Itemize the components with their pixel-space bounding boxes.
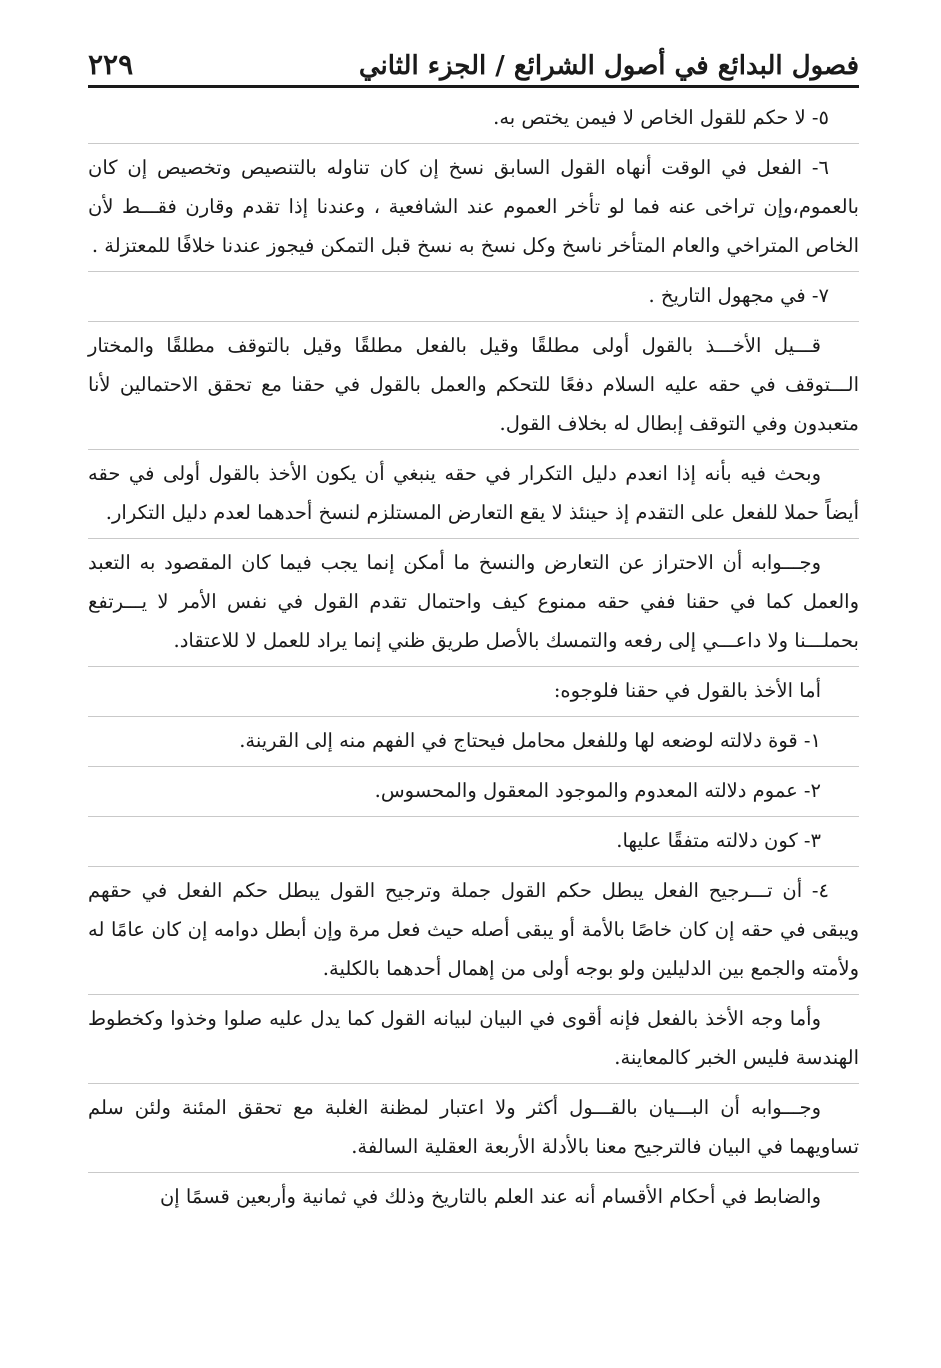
body-text: [88, 98, 859, 1216]
divider: [88, 1172, 859, 1173]
divider: [88, 816, 859, 817]
paragraph-reasons-intro: أما الأخذ بالقول في حقنا فلوجوه:: [553, 679, 821, 702]
divider: [88, 716, 859, 717]
running-header: [88, 0, 859, 88]
paragraph-discussion: وبحث فيه بأنه إذا انعدم دليل التكرار في حقه ينبغي أن يكون الأخذ بالقول أولى في حقه أيضاً حملا للفعل على التقدم إذ حينئذ لا يقع التعارض المستلزم لنسخ أحدهما لعدم دليل التكرار.: [88, 462, 859, 524]
paragraph-rule: والضابط في أحكام الأقسام أنه عند العلم بالتاريخ وذلك في ثمانية وأربعين قسمًا إن: [159, 1185, 821, 1208]
paragraph-action-view: وأما وجه الأخذ بالفعل فإنه أقوى في البيان لبيانه القول كما يدل عليه صلوا وخذوا وكخطوط الهندسة فليس الخبر كالمعاينة.: [88, 1007, 859, 1069]
divider: [88, 866, 859, 867]
divider: [88, 449, 859, 450]
divider: [88, 1083, 859, 1084]
paragraph-action-answer: وجـــوابه أن البـــيان بالقـــول أكثر ولا اعتبار لمظنة الغلبة مع تحقق المئنة ولئن سلم تساويهما في البيان فالترجيح معنا بالأدلة الأربعة العقلية السالفة.: [88, 1096, 859, 1158]
divider: [88, 766, 859, 767]
paragraph-item-7: ٧- في مجهول التاريخ .: [648, 284, 829, 307]
paragraph-reason-1: ١- قوة دلالته لوضعه لها وللفعل محامل فيحتاج في الفهم منه إلى القرينة.: [239, 729, 821, 752]
paragraph-reason-4: ٤- أن تـــرجيح الفعل يبطل حكم القول جملة وترجيح القول يبطل حكم الفعل في حقهم ويبقى في حقه إن كان خاصًا بالأمة أو يبقى أصله حيث فعل مرة وإن أبطل دوامه إن كان عامًا له ولأمته والجمع بين الدليلين ولو بوجه أولى من إهمال أحدهما بالكلية.: [88, 879, 859, 980]
paragraph-reason-3: ٣- كون دلالته متفقًا عليها.: [616, 829, 821, 852]
divider: [88, 321, 859, 322]
paragraph-opinions: قـــيل الأخـــذ بالقول أولى مطلقًا وقيل بالفعل مطلقًا وقيل بالتوقف مطلقًا والمختار الـــتوقف في حقه عليه السلام دفعًا للتحكم والعمل بالقول في حقنا مع تحقق الاحتمالين لأنا متعبدون وفي التوقف إبطال له بخلاف القول.: [88, 334, 859, 435]
paragraph-item-6: ٦- الفعل في الوقت أنهاه القول السابق نسخ إن كان تناوله بالتنصيص وتخصيص إن كان بالعموم،وإن تراخى عنه فما لو تأخر العموم عند الشافعية ، وعندنا إذا تقدم وقارن فقـــط لأن الخاص المتراخي والعام المتأخر ناسخ وكل نسخ به نسخ قبل التمكن فيجوز عندنا خلافًا للمعتزلة .: [88, 156, 859, 257]
paragraph-reason-2: ٢- عموم دلالته المعدوم والموجود المعقول والمحسوس.: [374, 779, 821, 802]
divider: [88, 666, 859, 667]
divider: [88, 143, 859, 144]
divider: [88, 994, 859, 995]
divider: [88, 271, 859, 272]
book-title: فصول البدائع في أصول الشرائع / الجزء الثاني: [358, 51, 859, 81]
divider: [88, 538, 859, 539]
paragraph-item-5: ٥- لا حكم للقول الخاص لا فيمن يختص به.: [493, 106, 829, 129]
paragraph-answer: وجـــوابه أن الاحتراز عن التعارض والنسخ ما أمكن إنما يجب فيما كان المقصود به التعبد والعمل كما في حقنا ففي حقه ممنوع كيف واحتمال تقدم القول في نفس الأمر لا يـــرتفع بحملـــنا ولا داعـــي إلى رفعه والتمسك بالأصل طريق ظني إنما يراد للعمل لا للاعتقاد.: [88, 551, 859, 652]
page-number: ٢٢٩: [88, 48, 134, 81]
